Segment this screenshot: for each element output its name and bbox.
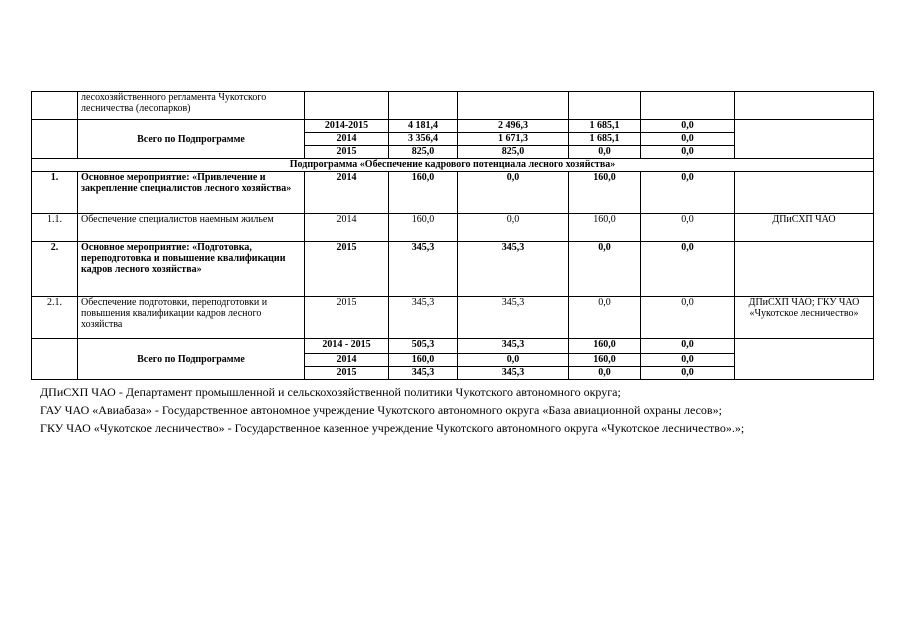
table-cell: лесохозяйственного регламента Чукотского лесничества (лесопарков) [78, 92, 305, 120]
table-row [32, 214, 874, 242]
table-cell: 160,0 [389, 214, 458, 242]
table-cell [389, 92, 458, 120]
table-cell: 0,0 [641, 367, 735, 380]
table-row [32, 339, 874, 354]
table-cell: 2014 [305, 133, 389, 146]
table-cell: Всего по Подпрограмме [78, 120, 305, 159]
table-cell: 4 181,4 [389, 120, 458, 133]
table-cell: 2015 [305, 297, 389, 339]
table-cell: 0,0 [641, 146, 735, 159]
table-cell: ДПиСХП ЧАО; ГКУ ЧАО «Чукотское лесничество» [735, 297, 874, 339]
table-cell: 0,0 [641, 354, 735, 367]
table-cell: 345,3 [458, 339, 569, 354]
table-cell: 345,3 [389, 297, 458, 339]
table-cell [32, 120, 78, 159]
table-cell: 0,0 [641, 297, 735, 339]
table-cell [641, 92, 735, 120]
table-cell: 160,0 [569, 339, 641, 354]
table-cell [32, 339, 78, 380]
table-cell: 2014 [305, 354, 389, 367]
table-cell: 345,3 [458, 297, 569, 339]
footnote-dpishp: ДПиСХП ЧАО - Департамент промышленной и сельскохозяйственной политики Чукотского автономного округа; [40, 385, 621, 399]
table-cell: 345,3 [458, 367, 569, 380]
footnote-gau-aviabaza: ГАУ ЧАО «Авиабаза» - Государственное автономное учреждение Чукотского автономного округа «База авиационной охраны лесов»; [40, 403, 722, 417]
table-cell: Обеспечение подготовки, переподготовки и повышения квалификации кадров лесного хозяйства [78, 297, 305, 339]
table-cell: 2014 [305, 214, 389, 242]
table-cell [458, 92, 569, 120]
table-cell: 345,3 [389, 367, 458, 380]
table-cell: 1 685,1 [569, 120, 641, 133]
table-cell: Основное мероприятие: «Привлечение и закрепление специалистов лесного хозяйства» [78, 172, 305, 214]
table-cell: 2014 [305, 172, 389, 214]
table-cell: 0,0 [458, 354, 569, 367]
table-cell [735, 92, 874, 120]
table-row [32, 92, 874, 120]
table-cell: 0,0 [458, 214, 569, 242]
footnote-gku-lesnichestvo: ГКУ ЧАО «Чукотское лесничество» - Государственное казенное учреждение Чукотского автономного округа «Чукотское лесничество».»; [40, 421, 745, 435]
table-cell: 160,0 [389, 354, 458, 367]
table-cell: 825,0 [458, 146, 569, 159]
table-cell [569, 92, 641, 120]
table-cell: 825,0 [389, 146, 458, 159]
table-cell: 0,0 [641, 172, 735, 214]
table-cell: 160,0 [569, 214, 641, 242]
table-cell: 2015 [305, 242, 389, 297]
table-cell: 0,0 [641, 133, 735, 146]
table-cell: 0,0 [569, 242, 641, 297]
table-cell: 0,0 [569, 146, 641, 159]
table-cell: Всего по Подпрограмме [78, 339, 305, 380]
table-cell: 345,3 [458, 242, 569, 297]
table-cell: 1 671,3 [458, 133, 569, 146]
table-cell: 0,0 [641, 120, 735, 133]
table-cell: ДПиСХП ЧАО [735, 214, 874, 242]
subprogram-table [31, 91, 874, 380]
table-cell: 0,0 [458, 172, 569, 214]
table-cell: 160,0 [389, 172, 458, 214]
table-cell: 0,0 [641, 242, 735, 297]
table-cell: 2015 [305, 367, 389, 380]
table-cell: 2. [32, 242, 78, 297]
table-cell: 160,0 [569, 354, 641, 367]
table-cell [735, 242, 874, 297]
table-row [32, 120, 874, 133]
table-cell: Основное мероприятие: «Подготовка, переподготовка и повышение квалификации кадров лесного хозяйства» [78, 242, 305, 297]
table-row [32, 159, 874, 172]
table-cell: 160,0 [569, 172, 641, 214]
table-cell [735, 339, 874, 380]
table-row [32, 242, 874, 297]
table-cell [305, 92, 389, 120]
table-cell: 345,3 [389, 242, 458, 297]
table-cell: 1 685,1 [569, 133, 641, 146]
table-cell [32, 92, 78, 120]
table-cell: 2015 [305, 146, 389, 159]
table-cell: 2.1. [32, 297, 78, 339]
table-cell: 2014-2015 [305, 120, 389, 133]
table-cell: 0,0 [641, 339, 735, 354]
table-cell [735, 120, 874, 159]
table-cell: Подпрограмма «Обеспечение кадрового потенциала лесного хозяйства» [32, 159, 874, 172]
table-cell: 2014 - 2015 [305, 339, 389, 354]
table-cell: 505,3 [389, 339, 458, 354]
table-cell: 2 496,3 [458, 120, 569, 133]
table-cell: 1. [32, 172, 78, 214]
table-row [32, 172, 874, 214]
table-cell: 0,0 [641, 214, 735, 242]
table-row [32, 297, 874, 339]
table-cell: 0,0 [569, 297, 641, 339]
table-cell: 0,0 [569, 367, 641, 380]
table-cell [735, 172, 874, 214]
table-cell: 1.1. [32, 214, 78, 242]
table-cell: 3 356,4 [389, 133, 458, 146]
table-cell: Обеспечение специалистов наемным жильем [78, 214, 305, 242]
